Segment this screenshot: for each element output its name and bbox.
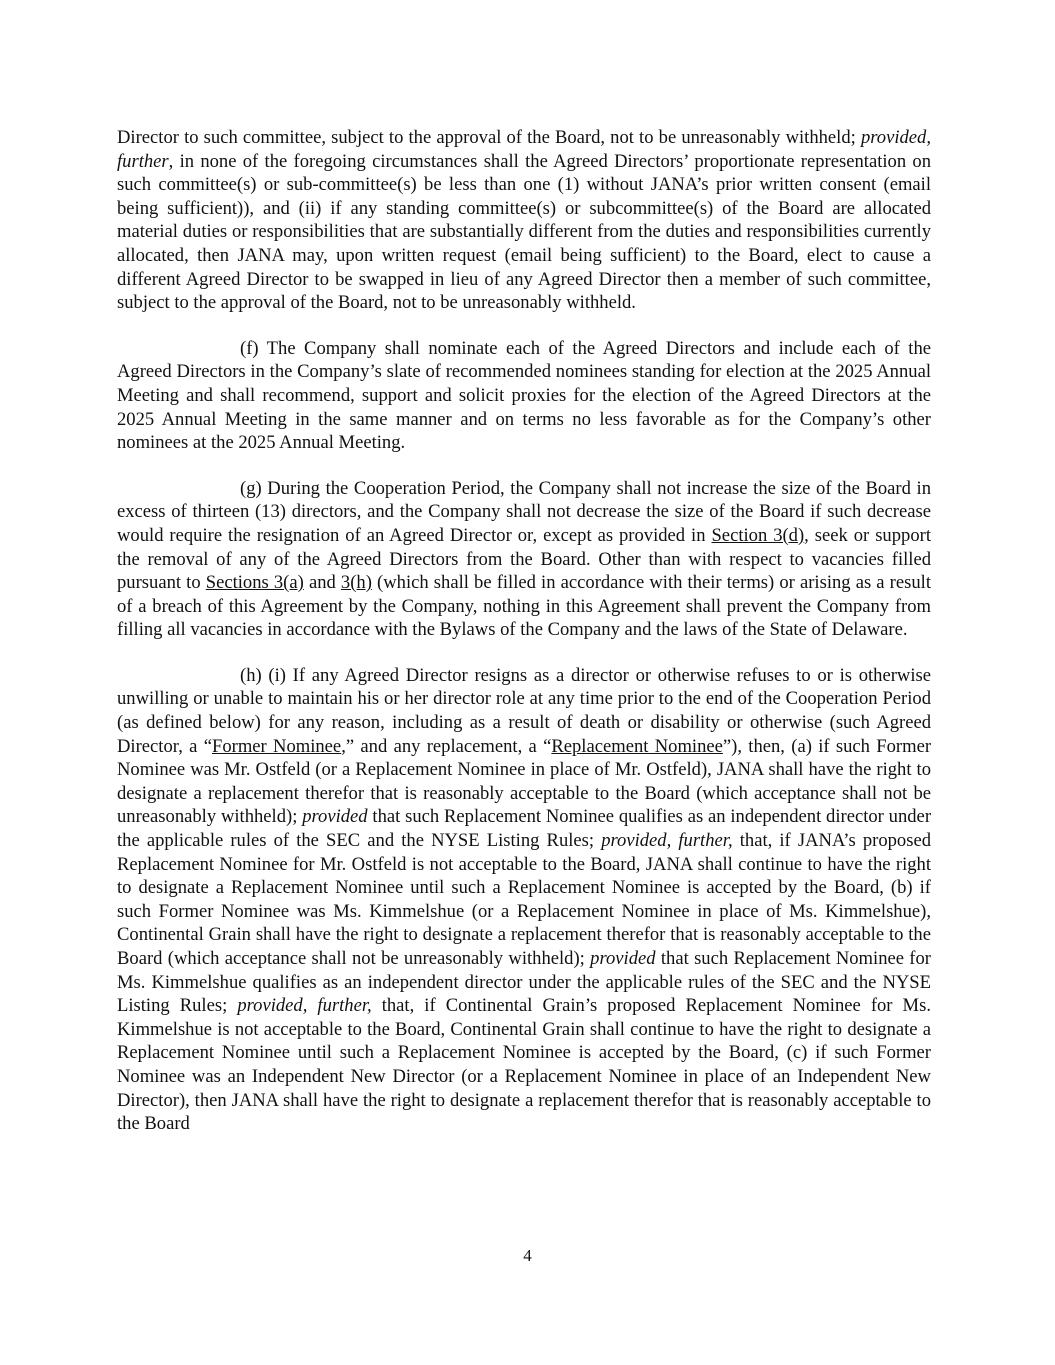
text-segment: ,” and any replacement, a “	[341, 735, 552, 757]
italic-proviso: provided, further	[117, 127, 931, 172]
text-segment: that such Replacement Nominee qualifies as an independent director under the applicable rules of the SEC and the NYSE Listing Rules;	[117, 806, 932, 852]
italic-proviso: provided	[302, 806, 368, 828]
text-segment: (which shall be filled in accordance with their terms) or arising as a result of a breach of this Agreement by the Company, nothing in this Agreement shall prevent the Company from filling all vacancies in accordance with the Bylaws of the Company and the laws of the State of Delaware.	[117, 572, 931, 641]
text-segment: , in none of the foregoing circumstances shall the Agreed Directors’ proportionate representation on such committee(s) or sub-committee(s) be less than one (1) without JANA’s prior written consent (email being sufficient)), and (ii) if any standing committee(s) or subcommittee(s) of the Board are allocated material duties or responsibilities that are substantially different from the duties and responsibilities currently allocated, then JANA may, upon written request (email being sufficient) to the Board, elect to cause a different Agreed Director to be swapped in lieu of any Agreed Director then a member of such committee, subject to the approval of the Board, not to be unreasonably withheld.	[117, 150, 931, 314]
page-number: 4	[523, 1246, 532, 1265]
paragraph-p4	[117, 664, 931, 1136]
paragraph-p1	[117, 126, 931, 315]
text-segment: (h) (i) If any Agreed Director resigns as a director or otherwise refuses to or is otherwise unwilling or unable to maintain his or her director role at any time prior to the end of the Cooperation Period (as defined below) for any reason, including as a result of death or disability or otherwise (such Agreed Director, a “	[117, 664, 931, 757]
text-segment: and	[303, 572, 341, 594]
paragraph-p3	[117, 477, 931, 642]
italic-proviso: provided	[590, 948, 656, 969]
text-segment: (f) The Company shall nominate each of the Agreed Directors and include each of the Agreed Directors in the Company’s slate of recommended nominees standing for election at the 2025 Annual Meeting and shall recommend, support and solicit proxies for the election of the Agreed Directors at the 2025 Annual Meeting in the same manner and on terms no less favorable as for the Company’s other nominees at the 2025 Annual Meeting.	[117, 337, 931, 454]
text-segment: Director to such committee, subject to the approval of the Board, not to be unreasonably withheld;	[117, 127, 861, 148]
text-segment: that, if Continental Grain’s proposed Replacement Nominee for Ms. Kimmelshue is not acceptable to the Board, Continental Grain shall continue to have the right to designate a Replacement Nominee until such a Replacement Nominee is accepted by the Board, (c) if such Former Nominee was an Independent New Director (or a Replacement Nominee in place of an Independent New Director), then JANA shall have the right to designate a replacement therefor that is reasonably acceptable to the Board	[117, 995, 931, 1135]
text-segment: ”), then, (a) if such Former Nominee was Mr. Ostfeld (or a Replacement Nominee in place of Mr. Ostfeld), JANA shall have the right to designate a replacement therefor that is reasonably acceptable to the Board (which acceptance shall not be unreasonably withheld);	[117, 735, 932, 828]
defined-term-reference: Replacement Nominee	[551, 735, 723, 757]
defined-term-reference: Section 3(d)	[711, 524, 805, 546]
defined-term-reference: 3(h)	[340, 572, 372, 594]
italic-proviso: provided, further,	[601, 830, 733, 852]
italic-proviso: provided, further,	[237, 995, 372, 1017]
defined-term-reference: Sections 3(a)	[205, 572, 304, 594]
text-segment: that, if JANA’s proposed Replacement Nominee for Mr. Ostfeld is not acceptable to the Board, JANA shall continue to have the right to designate a Replacement Nominee until such a Replacement Nominee is accepted by the Board, (b) if such Former Nominee was Ms. Kimmelshue (or a Replacement Nominee in place of Ms. Kimmelshue), Continental Grain shall have the right to designate a replacement therefor that is reasonably acceptable to the Board (which acceptance shall not be unreasonably withheld);	[117, 830, 931, 969]
text-segment: , seek or support the removal of any of the Agreed Directors from the Board. Other than with respect to vacancies filled pursuant to	[117, 524, 931, 594]
text-segment: (g) During the Cooperation Period, the Company shall not increase the size of the Board in excess of thirteen (13) directors, and the Company shall not decrease the size of the Board if such decrease would require the resignation of an Agreed Director or, except as provided in	[117, 477, 931, 546]
defined-term-reference: Former Nominee	[211, 735, 342, 757]
paragraph-p2	[117, 337, 931, 455]
document-body	[117, 126, 931, 1158]
text-segment: that such Replacement Nominee for Ms. Kimmelshue qualifies as an independent director under the applicable rules of the SEC and the NYSE Listing Rules;	[117, 948, 931, 1017]
